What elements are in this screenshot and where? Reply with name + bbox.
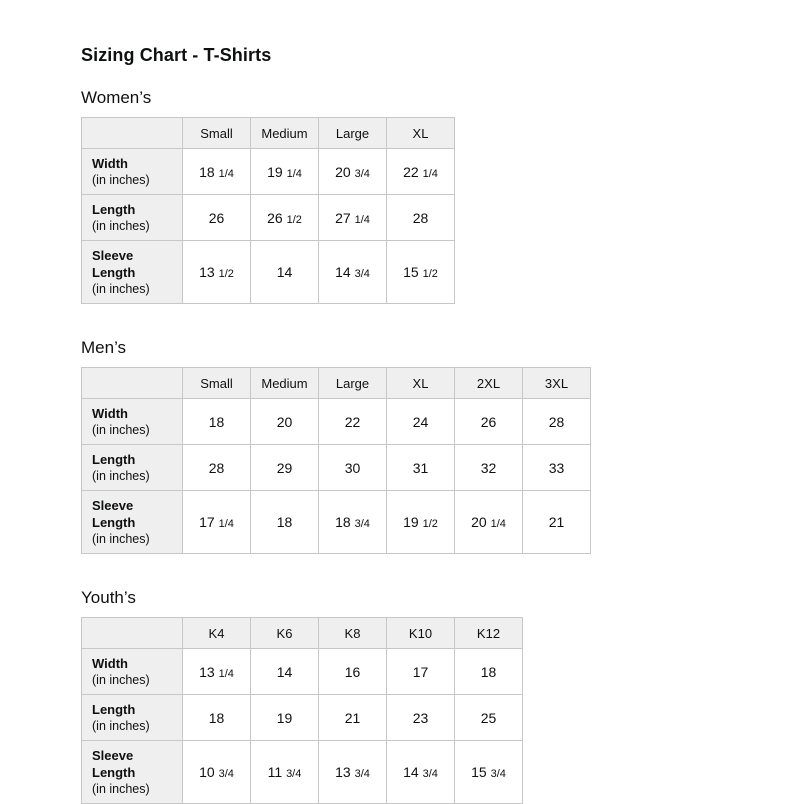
value-whole: 18 [480, 663, 497, 680]
column-header-medium: Medium [251, 118, 319, 149]
value-whole: 20 [276, 413, 293, 430]
size-value-cell [183, 195, 251, 241]
size-row [82, 695, 523, 741]
value-whole: 24 [412, 413, 429, 430]
size-value-cell [387, 149, 455, 195]
corner-cell [82, 118, 183, 149]
row-sublabel: (in inches) [92, 532, 150, 546]
row-header [82, 445, 183, 491]
value-whole: 19 [276, 709, 293, 726]
size-section-youths [81, 588, 800, 804]
size-value-cell [251, 149, 319, 195]
sections [81, 88, 800, 804]
value-fraction: 1/4 [490, 518, 506, 530]
row-label: Sleeve Length [92, 748, 136, 780]
column-header-k8: K8 [319, 618, 387, 649]
value-whole: 30 [344, 459, 361, 476]
value-whole: 13 [199, 663, 215, 680]
page-title: Sizing Chart - T-Shirts [81, 45, 272, 65]
size-value-cell [319, 649, 387, 695]
header-row [82, 618, 523, 649]
column-header-small: Small [183, 118, 251, 149]
size-row [82, 195, 455, 241]
size-value-cell [183, 491, 251, 554]
value-fraction: 1/2 [422, 268, 438, 280]
value-whole: 22 [403, 163, 419, 180]
section-heading-womens: Women’s [81, 88, 152, 107]
value-fraction: 3/4 [354, 167, 370, 180]
size-value-cell [387, 241, 455, 304]
size-value-cell [387, 741, 455, 804]
size-value-cell [183, 149, 251, 195]
value-whole: 26 [480, 413, 497, 430]
value-whole: 20 [471, 514, 487, 530]
value-whole: 29 [276, 459, 293, 476]
size-value-cell [319, 399, 387, 445]
size-value-cell [183, 695, 251, 741]
value-fraction: 3/4 [422, 768, 438, 780]
row-label: Width [92, 656, 128, 671]
size-value-cell [183, 241, 251, 304]
value-fraction: 1/2 [218, 268, 234, 280]
row-sublabel: (in inches) [92, 719, 150, 733]
value-whole: 25 [480, 709, 497, 726]
value-fraction: 1/4 [286, 167, 302, 180]
row-label: Length [92, 452, 136, 467]
value-whole: 10 [199, 764, 215, 780]
row-sublabel: (in inches) [92, 469, 150, 483]
value-whole: 13 [199, 264, 215, 280]
size-value-cell [319, 241, 387, 304]
size-row [82, 445, 591, 491]
value-fraction: 1/4 [218, 518, 234, 530]
size-table-youths [81, 617, 523, 804]
row-sublabel: (in inches) [92, 282, 150, 296]
value-whole: 20 [335, 163, 351, 180]
size-section-mens [81, 338, 800, 554]
size-value-cell [455, 399, 523, 445]
column-header-k12: K12 [455, 618, 523, 649]
value-whole: 16 [344, 663, 361, 680]
row-header [82, 149, 183, 195]
size-value-cell [183, 399, 251, 445]
value-whole: 17 [412, 663, 429, 680]
value-whole: 19 [267, 163, 283, 180]
size-value-cell [319, 491, 387, 554]
size-row [82, 149, 455, 195]
value-whole: 18 [208, 709, 225, 726]
value-whole: 28 [208, 459, 225, 476]
value-whole: 19 [403, 514, 419, 530]
row-sublabel: (in inches) [92, 782, 150, 796]
row-header [82, 649, 183, 695]
row-header [82, 195, 183, 241]
value-whole: 28 [412, 209, 429, 226]
value-whole: 21 [548, 514, 565, 530]
row-label: Sleeve Length [92, 248, 136, 280]
value-fraction: 3/4 [218, 768, 234, 780]
size-value-cell [251, 695, 319, 741]
value-fraction: 1/4 [354, 213, 370, 226]
row-label: Width [92, 156, 128, 171]
column-header-k10: K10 [387, 618, 455, 649]
value-whole: 26 [208, 209, 225, 226]
value-fraction: 3/4 [354, 768, 370, 780]
size-value-cell [251, 649, 319, 695]
size-value-cell [387, 695, 455, 741]
value-whole: 13 [335, 764, 351, 780]
size-value-cell [523, 491, 591, 554]
size-value-cell [183, 445, 251, 491]
size-value-cell [455, 649, 523, 695]
value-whole: 18 [276, 514, 293, 530]
value-whole: 14 [276, 663, 293, 680]
value-whole: 15 [471, 764, 487, 780]
size-row [82, 649, 523, 695]
value-fraction: 3/4 [490, 768, 506, 780]
value-whole: 18 [208, 413, 225, 430]
size-value-cell [251, 491, 319, 554]
row-header [82, 695, 183, 741]
row-sublabel: (in inches) [92, 173, 150, 187]
size-value-cell [319, 149, 387, 195]
size-value-cell [251, 399, 319, 445]
size-row [82, 741, 523, 804]
row-sublabel: (in inches) [92, 673, 150, 687]
size-value-cell [319, 195, 387, 241]
value-fraction: 1/4 [218, 667, 234, 680]
column-header-k4: K4 [183, 618, 251, 649]
value-whole: 21 [344, 709, 361, 726]
value-whole: 14 [276, 264, 293, 280]
size-row [82, 399, 591, 445]
size-value-cell [251, 241, 319, 304]
value-whole: 14 [403, 764, 419, 780]
size-value-cell [455, 695, 523, 741]
value-whole: 14 [335, 264, 351, 280]
row-sublabel: (in inches) [92, 423, 150, 437]
row-header [82, 399, 183, 445]
value-whole: 28 [548, 413, 565, 430]
header-row [82, 368, 591, 399]
value-fraction: 1/2 [422, 518, 438, 530]
row-label: Length [92, 702, 136, 717]
section-heading-mens: Men’s [81, 338, 127, 357]
size-value-cell [387, 195, 455, 241]
value-whole: 18 [335, 514, 351, 530]
row-label: Width [92, 406, 128, 421]
row-label: Sleeve Length [92, 498, 136, 530]
section-heading-youths: Youth’s [81, 588, 136, 607]
size-value-cell [183, 649, 251, 695]
value-whole: 17 [199, 514, 215, 530]
column-header-xl: XL [387, 118, 455, 149]
corner-cell [82, 368, 183, 399]
size-section-womens [81, 88, 800, 304]
value-fraction: 1/4 [422, 167, 438, 180]
size-table-mens [81, 367, 591, 554]
column-header-large: Large [319, 368, 387, 399]
size-value-cell [251, 445, 319, 491]
value-fraction: 3/4 [354, 268, 370, 280]
header-row [82, 118, 455, 149]
value-fraction: 1/2 [286, 213, 302, 226]
value-whole: 22 [344, 413, 361, 430]
size-value-cell [251, 741, 319, 804]
row-sublabel: (in inches) [92, 219, 150, 233]
size-value-cell [319, 695, 387, 741]
size-row [82, 241, 455, 304]
column-header-large: Large [319, 118, 387, 149]
column-header-3xl: 3XL [523, 368, 591, 399]
value-whole: 11 [267, 764, 283, 780]
size-value-cell [523, 445, 591, 491]
row-header [82, 491, 183, 554]
size-value-cell [387, 445, 455, 491]
column-header-k6: K6 [251, 618, 319, 649]
value-whole: 33 [548, 459, 565, 476]
column-header-xl: XL [387, 368, 455, 399]
size-table-womens [81, 117, 455, 304]
value-whole: 23 [412, 709, 429, 726]
size-value-cell [523, 399, 591, 445]
value-whole: 15 [403, 264, 419, 280]
column-header-2xl: 2XL [455, 368, 523, 399]
column-header-small: Small [183, 368, 251, 399]
size-value-cell [387, 491, 455, 554]
value-whole: 26 [267, 209, 283, 226]
value-fraction: 1/4 [218, 167, 234, 180]
size-value-cell [455, 741, 523, 804]
size-value-cell [251, 195, 319, 241]
value-whole: 31 [412, 459, 429, 476]
size-value-cell [319, 445, 387, 491]
row-header [82, 741, 183, 804]
size-value-cell [455, 491, 523, 554]
value-fraction: 3/4 [354, 518, 370, 530]
value-whole: 18 [199, 163, 215, 180]
row-header [82, 241, 183, 304]
size-value-cell [387, 399, 455, 445]
value-whole: 27 [335, 209, 351, 226]
size-row [82, 491, 591, 554]
value-fraction: 3/4 [286, 768, 302, 780]
column-header-medium: Medium [251, 368, 319, 399]
value-whole: 32 [480, 459, 497, 476]
size-value-cell [319, 741, 387, 804]
row-label: Length [92, 202, 136, 217]
size-value-cell [455, 445, 523, 491]
size-value-cell [387, 649, 455, 695]
size-value-cell [183, 741, 251, 804]
corner-cell [82, 618, 183, 649]
